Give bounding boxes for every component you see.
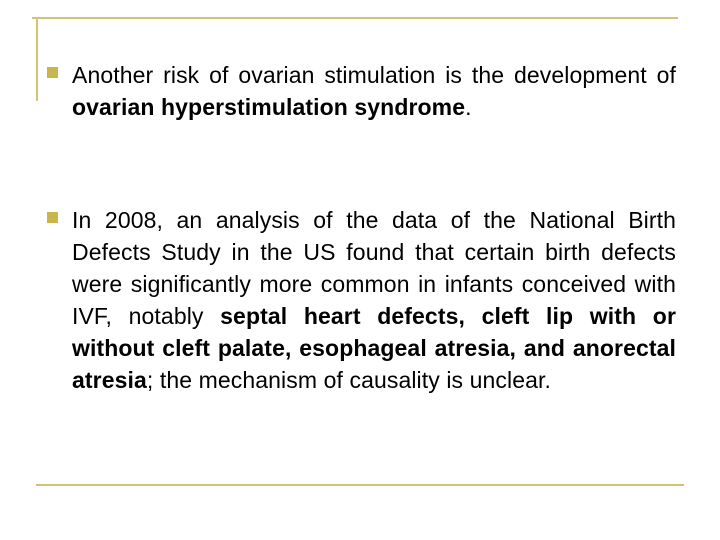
bullet-square-icon [47,212,58,223]
bullet-text-birth-defects [72,204,676,396]
bullet-1-text-end: . [465,94,472,120]
top-horizontal-rule [32,17,678,19]
bullet-1-bold-term: ovarian hyperstimulation syndrome [72,94,466,120]
top-vertical-rule [36,17,38,101]
bullet-2-bold-defects: septal heart defects, cleft lip with or without cleft palate, esophageal atresia, and anorectal atresia [72,303,676,393]
bullet-square-icon [47,67,58,78]
bullet-text-ohss [72,59,676,123]
bullet-1-text-start: Another risk of ovarian stimulation is the development of [72,62,676,88]
bullet-2-text-end: ; the mechanism of causality is unclear. [146,367,552,393]
bottom-horizontal-rule [36,484,684,486]
bullet-2-text-start: In 2008, an analysis of the data of the National Birth Defects Study in the US found that certain birth defects were significantly more common in infants conceived with IVF, notably [72,207,676,329]
